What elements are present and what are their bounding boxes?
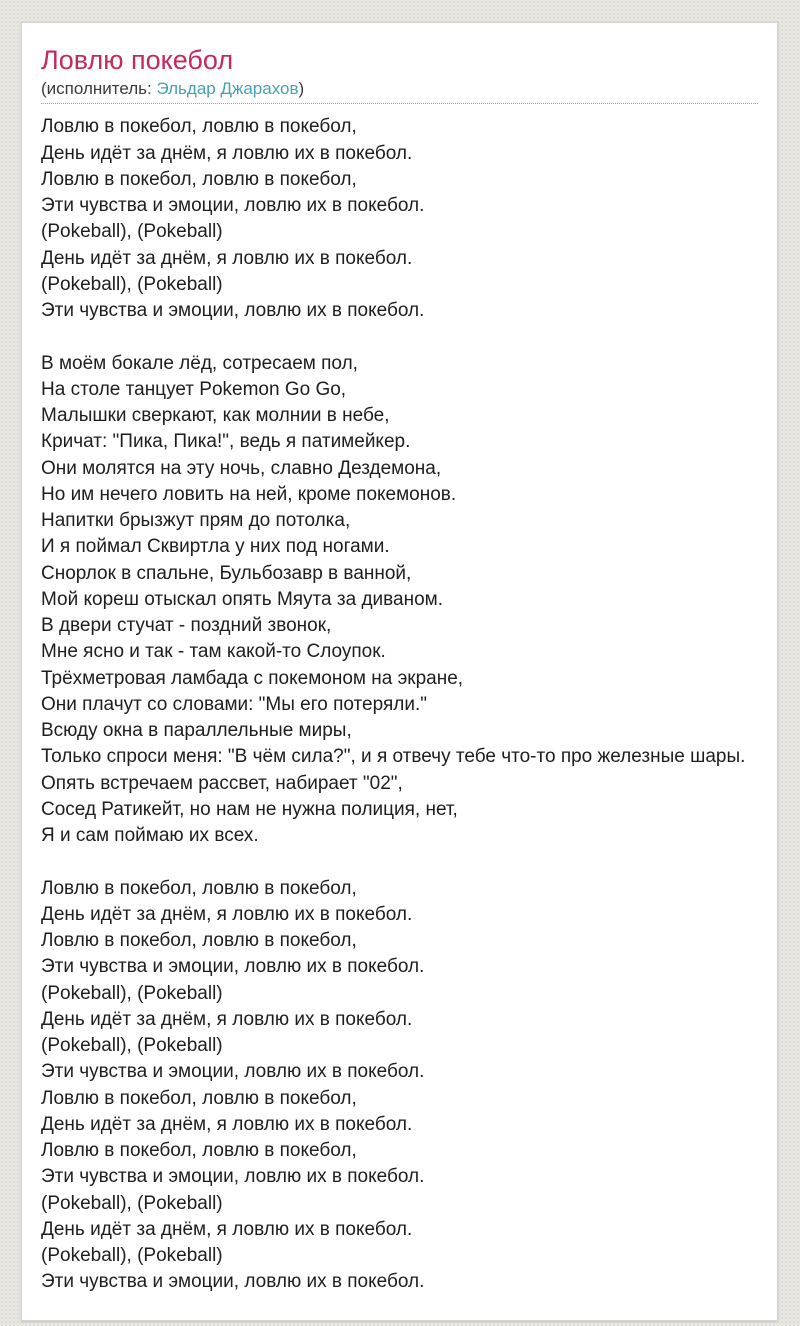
lyric-line: Эти чувства и эмоции, ловлю их в покебол. xyxy=(41,1166,425,1188)
lyric-line: (Pokeball), (Pokeball) xyxy=(41,221,223,243)
lyric-line: Сосед Ратикейт, но нам не нужна полиция, нет, xyxy=(41,798,458,820)
lyric-line: В моём бокале лёд, сотресаем пол, xyxy=(41,352,358,374)
lyric-line: (Pokeball), (Pokeball) xyxy=(41,1245,223,1267)
song-header xyxy=(41,45,758,104)
lyric-line: Они молятся на эту ночь, славно Дездемона, xyxy=(41,457,442,479)
lyric-line: Ловлю в покебол, ловлю в покебол, xyxy=(41,1140,357,1162)
lyric-line: Опять встречаем рассвет, набирает "02", xyxy=(41,772,403,794)
lyric-line: Снорлок в спальне, Бульбозавр в ванной, xyxy=(41,562,412,584)
lyric-line: Я и сам поймаю их всех. xyxy=(41,825,259,847)
lyric-line: Малышки сверкают, как молнии в небе, xyxy=(41,405,390,427)
lyric-line: Кричат: "Пика, Пика!", ведь я патимейкер. xyxy=(41,431,411,453)
lyrics xyxy=(41,114,758,1295)
lyric-line: (Pokeball), (Pokeball) xyxy=(41,273,223,295)
lyric-line: (Pokeball), (Pokeball) xyxy=(41,1192,223,1214)
lyric-line: Эти чувства и эмоции, ловлю их в покебол. xyxy=(41,1271,425,1293)
lyric-line: Ловлю в покебол, ловлю в покебол, xyxy=(41,877,357,899)
lyric-line: Ловлю в покебол, ловлю в покебол, xyxy=(41,116,357,138)
lyric-line: В двери стучат - поздний звонок, xyxy=(41,615,332,637)
lyric-line: Трёхметровая ламбада с покемоном на экране, xyxy=(41,667,464,689)
artist-link[interactable]: Эльдар Джарахов xyxy=(156,79,299,99)
song-title: Ловлю покебол xyxy=(41,45,234,75)
section-gap xyxy=(41,324,758,350)
lyric-line: И я поймал Сквиртла у них под ногами. xyxy=(41,536,390,558)
lyric-line: Эти чувства и эмоции, ловлю их в покебол. xyxy=(41,300,425,322)
lyric-line: Но им нечего ловить на ней, кроме покемонов. xyxy=(41,483,457,505)
lyric-line: Эти чувства и эмоции, ловлю их в покебол. xyxy=(41,956,425,978)
artist-prefix: (исполнитель: xyxy=(41,79,157,99)
lyric-line: Эти чувства и эмоции, ловлю их в покебол. xyxy=(41,1061,425,1083)
lyric-line: Ловлю в покебол, ловлю в покебол, xyxy=(41,930,357,952)
lyric-line: Ловлю в покебол, ловлю в покебол, xyxy=(41,168,357,190)
lyric-line: День идёт за днём, я ловлю их в покебол. xyxy=(41,247,413,269)
lyric-line: День идёт за днём, я ловлю их в покебол. xyxy=(41,903,413,925)
lyric-line: Они плачут со словами: "Мы его потеряли." xyxy=(41,693,427,715)
lyric-line: Эти чувства и эмоции, ловлю их в покебол. xyxy=(41,195,425,217)
artist-suffix: ) xyxy=(298,79,305,99)
section-gap xyxy=(41,849,758,875)
lyric-line: Мой кореш отыскал опять Мяута за диваном. xyxy=(41,588,443,610)
lyrics-card xyxy=(21,22,778,1321)
lyric-line: (Pokeball), (Pokeball) xyxy=(41,1035,223,1057)
lyric-line: На столе танцует Pokemon Go Go, xyxy=(41,378,347,400)
artist-line xyxy=(41,79,758,99)
lyric-line: Мне ясно и так - там какой-то Слоупок. xyxy=(41,641,386,663)
lyric-line: День идёт за днём, я ловлю их в покебол. xyxy=(41,1008,413,1030)
lyric-line: Только спроси меня: "В чём сила?", и я отвечу тебе что-то про железные шары. xyxy=(41,746,746,768)
lyric-line: День идёт за днём, я ловлю их в покебол. xyxy=(41,1113,413,1135)
lyric-line: Ловлю в покебол, ловлю в покебол, xyxy=(41,1087,357,1109)
lyric-line: День идёт за днём, я ловлю их в покебол. xyxy=(41,1218,413,1240)
lyric-line: (Pokeball), (Pokeball) xyxy=(41,982,223,1004)
lyric-line: Всюду окна в параллельные миры, xyxy=(41,720,352,742)
lyric-line: День идёт за днём, я ловлю их в покебол. xyxy=(41,142,413,164)
lyric-line: Напитки брызжут прям до потолка, xyxy=(41,510,351,532)
